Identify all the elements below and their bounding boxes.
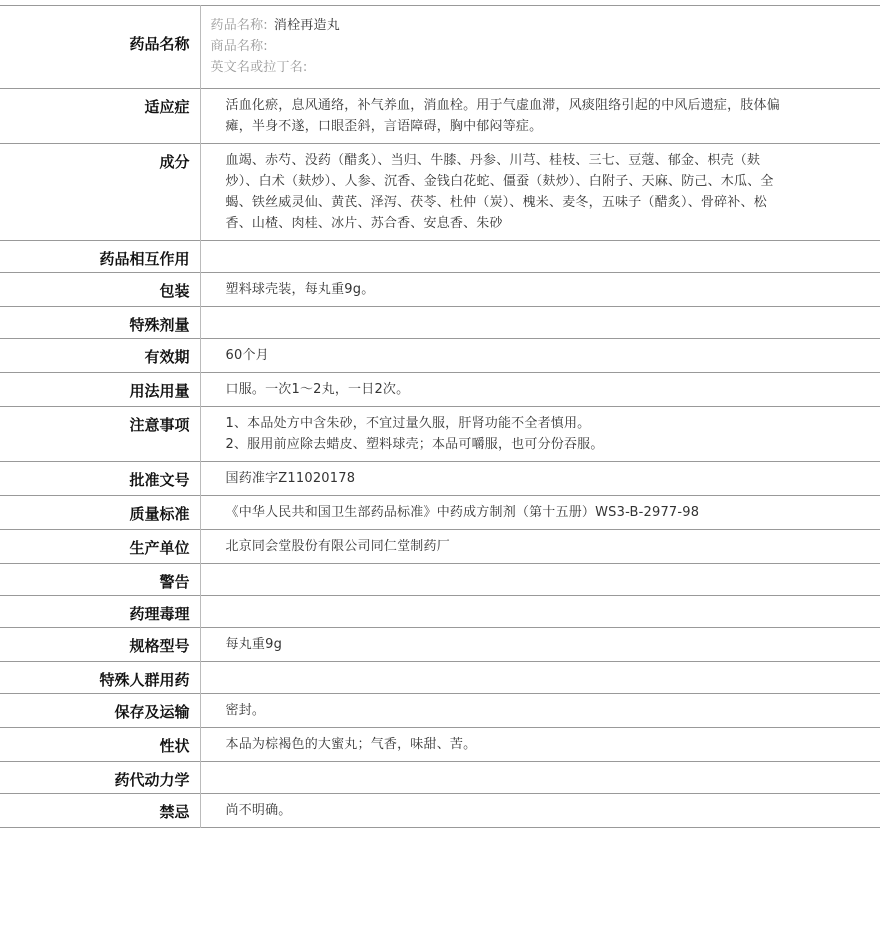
english-name-key: 英文名或拉丁名: — [210, 60, 308, 75]
label-special-dosage: 特殊剂量 — [0, 307, 200, 339]
trade-name-key: 商品名称: — [210, 39, 268, 54]
label-shelf-life: 有效期 — [0, 339, 200, 373]
label-pharmacokinetics: 药代动力学 — [0, 762, 200, 794]
precaution-line-1: 1、本品处方中含朱砂，不宜过量久服，肝肾功能不全者慎用。 — [225, 416, 591, 431]
label-storage: 保存及运输 — [0, 694, 200, 728]
value-quality-standard: 《中华人民共和国卫生部药品标准》中药成方制剂（第十五册）WS3-B-2977-98 — [225, 505, 700, 520]
row-ingredients — [0, 144, 880, 241]
value-drug-name — [200, 6, 880, 89]
label-contraindications: 禁忌 — [0, 794, 200, 828]
row-storage — [0, 694, 880, 728]
value-ingredients: 血竭、赤芍、没药（醋炙）、当归、牛膝、丹参、川芎、桂枝、三七、豆蔻、郁金、枳壳（麸炒）、白术（麸炒）、人参、沉香、金钱白花蛇、僵蚕（麸炒）、白附子、天麻、防己、木瓜、全蝎、铁丝威灵仙、黄芪、泽泻、茯苓、杜仲（炭）、槐米、麦冬，五味子（醋炙）、骨碎补、松香、山楂、肉桂、冰片、苏合香、安息香、朱砂 — [225, 153, 774, 231]
row-packaging — [0, 273, 880, 307]
row-warning — [0, 564, 880, 596]
row-specification — [0, 628, 880, 662]
value-approval-number: 国药准字Z11020178 — [225, 471, 356, 486]
drug-name-val: 消栓再造丸 — [273, 18, 340, 33]
row-special-dosage — [0, 307, 880, 339]
precaution-line-2: 2、服用前应除去蜡皮、塑料球壳；本品可嚼服，也可分份吞服。 — [225, 437, 604, 452]
value-appearance: 本品为棕褐色的大蜜丸；气香，味甜、苦。 — [225, 737, 477, 752]
value-precautions — [200, 407, 880, 462]
label-specification: 规格型号 — [0, 628, 200, 662]
drug-name-line — [211, 15, 791, 36]
label-special-populations: 特殊人群用药 — [0, 662, 200, 694]
value-pharmacokinetics — [200, 762, 880, 794]
row-manufacturer — [0, 530, 880, 564]
row-appearance — [0, 728, 880, 762]
row-quality-standard — [0, 496, 880, 530]
value-pharmacology — [200, 596, 880, 628]
value-specification: 每丸重9g — [225, 637, 283, 652]
label-interactions: 药品相互作用 — [0, 241, 200, 273]
label-usage: 用法用量 — [0, 373, 200, 407]
row-shelf-life — [0, 339, 880, 373]
row-interactions — [0, 241, 880, 273]
value-interactions — [200, 241, 880, 273]
label-ingredients: 成分 — [0, 144, 200, 241]
label-approval-number: 批准文号 — [0, 462, 200, 496]
row-indications — [0, 89, 880, 144]
label-quality-standard: 质量标准 — [0, 496, 200, 530]
value-special-dosage — [200, 307, 880, 339]
drug-spec-table — [0, 5, 880, 828]
row-pharmacology — [0, 596, 880, 628]
value-storage: 密封。 — [225, 703, 266, 718]
drug-name-key: 药品名称: — [210, 18, 268, 33]
row-pharmacokinetics — [0, 762, 880, 794]
row-approval-number — [0, 462, 880, 496]
label-pharmacology: 药理毒理 — [0, 596, 200, 628]
label-indications: 适应症 — [0, 89, 200, 144]
value-special-populations — [200, 662, 880, 694]
label-appearance: 性状 — [0, 728, 200, 762]
english-name-line — [211, 57, 791, 78]
value-warning — [200, 564, 880, 596]
label-manufacturer: 生产单位 — [0, 530, 200, 564]
label-drug-name: 药品名称 — [0, 6, 200, 89]
value-usage: 口服。一次1～2丸，一日2次。 — [225, 382, 410, 397]
label-packaging: 包装 — [0, 273, 200, 307]
label-warning: 警告 — [0, 564, 200, 596]
row-contraindications — [0, 794, 880, 828]
label-precautions: 注意事项 — [0, 407, 200, 462]
row-precautions — [0, 407, 880, 462]
value-shelf-life: 60个月 — [225, 348, 269, 363]
value-indications: 活血化瘀，息风通络，补气养血，消血栓。用于气虚血滞，风痰阻络引起的中风后遗症，肢体偏瘫，半身不遂，口眼歪斜，言语障碍，胸中郁闷等症。 — [225, 98, 780, 134]
value-packaging: 塑料球壳装，每丸重9g。 — [225, 282, 375, 297]
row-drug-name — [0, 6, 880, 89]
row-special-populations — [0, 662, 880, 694]
value-contraindications: 尚不明确。 — [225, 803, 292, 818]
trade-name-line — [211, 36, 791, 57]
value-manufacturer: 北京同会堂股份有限公司同仁堂制药厂 — [225, 539, 450, 554]
row-usage — [0, 373, 880, 407]
